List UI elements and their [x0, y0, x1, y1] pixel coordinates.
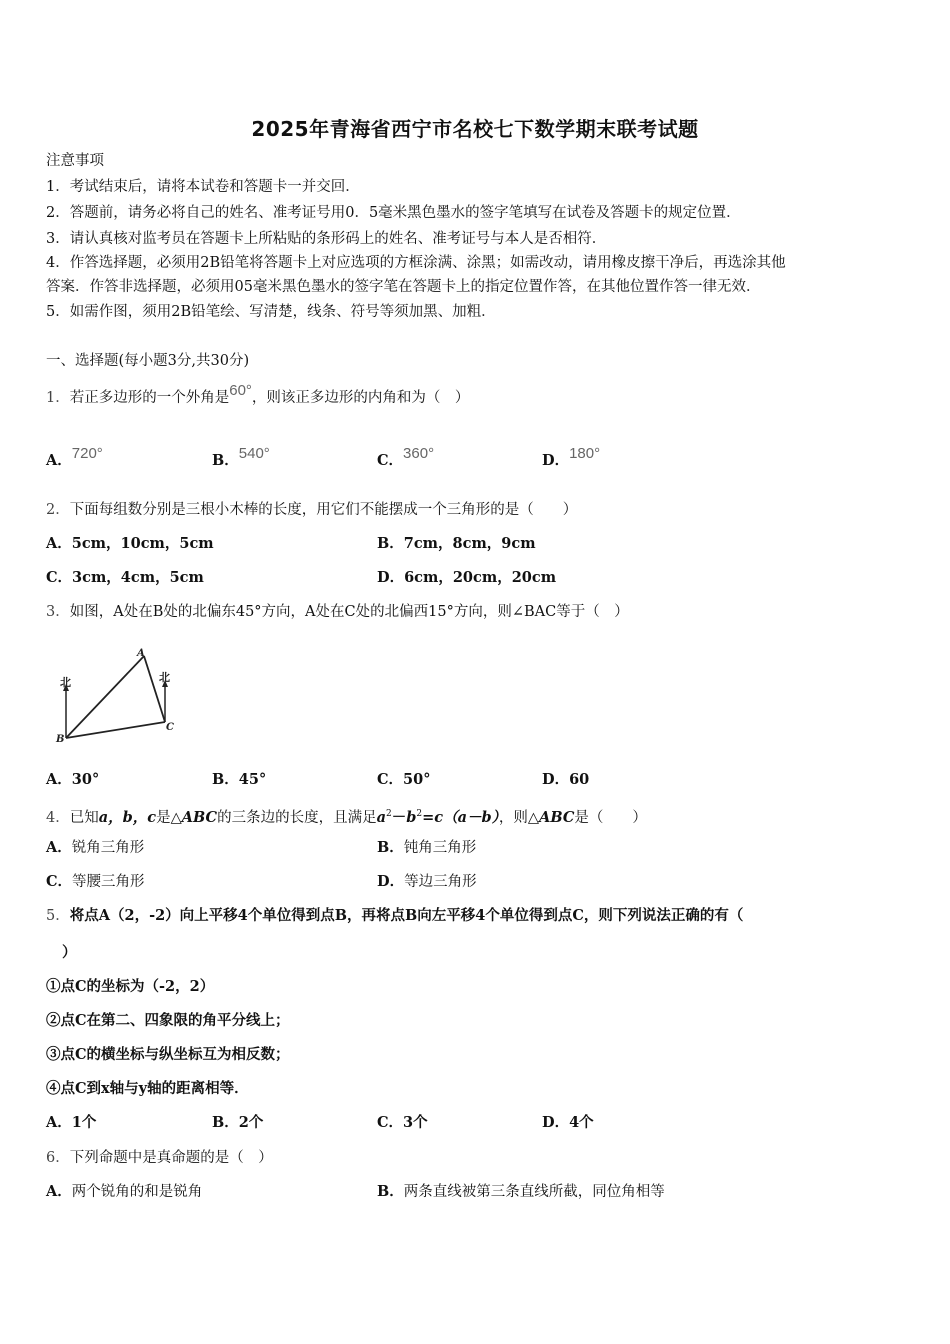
angle-value: 60°: [229, 382, 252, 399]
option-a: A．锐角三角形: [46, 839, 145, 856]
question-6: 6．下列命题中是真命题的是（ ）: [46, 1150, 273, 1166]
option-b: B．540°: [212, 445, 270, 469]
question-number: 2．: [46, 502, 70, 518]
option-d: D．60: [542, 771, 590, 788]
option-a: A．30°: [46, 771, 100, 788]
statement: ③点C的横坐标与纵坐标互为相反数；: [46, 1046, 290, 1063]
statement: ②点C在第二、四象限的角平分线上；: [46, 1012, 290, 1029]
option-a: A．5cm，10cm，5cm: [46, 535, 214, 552]
option-c: C．50°: [377, 771, 431, 788]
option-a: A．1个: [46, 1114, 97, 1131]
side-bc: [66, 722, 165, 738]
option-b: B．45°: [212, 771, 267, 788]
question-1: 1．若正多边形的一个外角是60°，则该正多边形的内角和为（ ）: [46, 382, 470, 406]
vertex-b: B: [56, 734, 65, 745]
notice-item: 1．考试结束后，请将本试卷和答题卡一并交回．: [46, 179, 360, 195]
question-number: 5．: [46, 908, 70, 924]
option-a: A．720°: [46, 445, 103, 469]
question-3: 3．如图，A处在B处的北偏东45°方向，A处在C处的北偏西15°方向，则∠BAC等于（ ）: [46, 604, 629, 620]
option-b: B．2个: [212, 1114, 264, 1131]
question-number: 1．: [46, 390, 70, 406]
north-label-b: 北: [60, 676, 71, 689]
option-c: C．3cm，4cm，5cm: [46, 569, 204, 586]
north-label-c: 北: [159, 671, 170, 684]
option-d: D．6cm，20cm，20cm: [377, 569, 557, 586]
question-5-cont: ）: [62, 944, 77, 961]
statement: ①点C的坐标为（-2，2）: [46, 978, 215, 995]
notice-item: 4．作答选择题，必须用2B铅笔将答题卡上对应选项的方框涂满、涂黑；如需改动，请用橡皮擦干净后，再选涂其他: [46, 255, 786, 271]
option-d: D．4个: [542, 1114, 594, 1131]
notice-heading: 注意事项: [46, 153, 104, 169]
section-heading: 一、选择题(每小题3分,共30分): [46, 353, 250, 369]
side-ac: [144, 656, 165, 722]
question-number: 4．: [46, 809, 70, 826]
option-c: C．等腰三角形: [46, 873, 145, 890]
option-a: A．两个锐角的和是锐角: [46, 1183, 203, 1200]
notice-item: 3．请认真核对监考员在答题卡上所粘贴的条形码上的姓名、准考证号与本人是否相符．: [46, 231, 607, 247]
vertex-a: A: [137, 648, 145, 659]
option-b: B．两条直线被第三条直线所截，同位角相等: [377, 1183, 665, 1200]
statement: ④点C到x轴与y轴的距离相等．: [46, 1080, 249, 1097]
page-title: 2025年青海省西宁市名校七下数学期末联考试题: [251, 117, 699, 141]
option-c: C．360°: [377, 445, 435, 469]
option-b: B．7cm，8cm，9cm: [377, 535, 536, 552]
notice-item: 5．如需作图，须用2B铅笔绘、写清楚，线条、符号等须加黑、加粗．: [46, 304, 496, 320]
option-c: C．3个: [377, 1114, 428, 1131]
question-4: 4．已知a，b，c是△ABC的三条边的长度，且满足$a^2-b^2=c(a-b)$，则△ABC是（ ）: [46, 808, 647, 826]
triangle-figure: [50, 644, 190, 748]
option-d: D．180°: [542, 445, 601, 469]
option-d: D．等边三角形: [377, 873, 477, 890]
option-b: B．钝角三角形: [377, 839, 477, 856]
question-number: 3．: [46, 604, 70, 620]
vertex-c: C: [166, 722, 174, 733]
question-number: 6．: [46, 1150, 70, 1166]
question-2: 2．下面每组数分别是三根小木棒的长度，用它们不能摆成一个三角形的是（ ）: [46, 502, 578, 518]
question-5: 5．将点A（2，-2）向上平移4个单位得到点B，再将点B向左平移4个单位得到点C，则下列说法正确的有（: [46, 907, 744, 924]
notice-item: 2．答题前，请务必将自己的姓名、准考证号用0．5毫米黑色墨水的签字笔填写在试卷及答题卡的规定位置．: [46, 205, 741, 221]
side-ba: [66, 656, 144, 738]
notice-item: 答案．作答非选择题，必须用05毫米黑色墨水的签字笔在答题卡上的指定位置作答，在其他位置作答一律无效．: [46, 279, 761, 295]
